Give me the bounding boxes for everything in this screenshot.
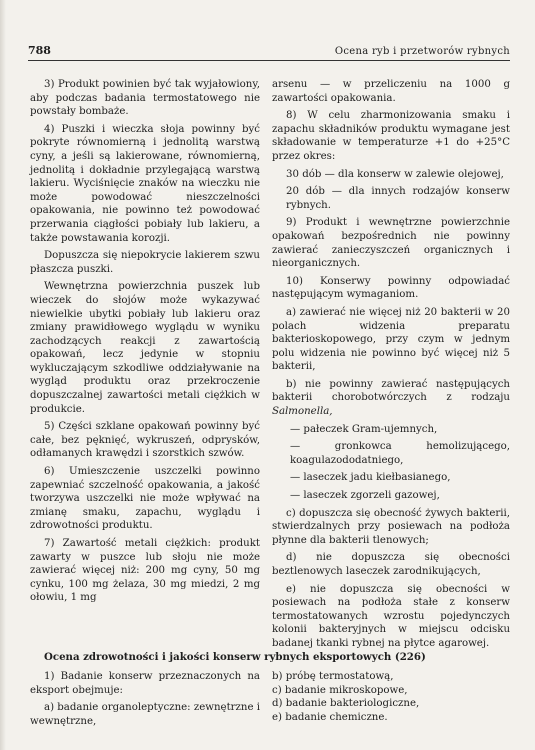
paragraph: a) badanie organoleptyczne: zewnętrzne i wewnętrzne, bbox=[30, 702, 260, 727]
section-heading: Ocena zdrowotności i jakości konserw rybnych eksportowych (226) bbox=[44, 651, 426, 663]
paragraph: 7) Zawartość metali ciężkich: produkt zawarty w puszce lub słoju nie może zawierać więcej niż: 200 mg cyny, 50 mg cynku, 100 mg żelaza, 30 mg miedzi, 2 mg ołowiu, 1 mg bbox=[30, 538, 260, 604]
paragraph: 9) Produkt i wewnętrzne powierzchnie opakowań bezpośrednich nie powinny zawierać zanieczyszczeń organicznych i nieorganicznych. bbox=[272, 217, 510, 270]
list-item: e) badanie chemiczne. bbox=[272, 711, 388, 723]
list-item: d) badanie bakteriologiczne, bbox=[272, 698, 420, 710]
paragraph: 30 dób — dla konserw w zalewie olejowej, bbox=[286, 168, 504, 180]
paragraph: 3) Produkt powinien być tak wyjałowiony, aby podczas badania termostatowego nie powstały bombaże. bbox=[30, 79, 260, 118]
list-item: — laseczek zgorzeli gazowej, bbox=[290, 490, 440, 502]
list-item: — pałeczek Gram-ujemnych, bbox=[290, 423, 438, 435]
paragraph: 4) Puszki i wieczka słoja powinny być pokryte równomierną i jednolitą warstwą cyny, a jeśli są lakierowane, równomierną, jednolitą i dokładnie przylegającą warstwą lakieru. Wyciśnięcie znaków na wieczku nie może powodować nieszczelności opakowania, nie powinno też powodować przerwania ciągłości pobiały lub lakieru, a także powstawania korozji. bbox=[30, 123, 260, 244]
running-title: Ocena ryb i przetworów rybnych bbox=[334, 46, 510, 57]
genus-name: Salmonella, bbox=[272, 406, 333, 418]
left-column bbox=[30, 78, 260, 609]
paragraph bbox=[272, 378, 510, 419]
paragraph: a) zawierać nie więcej niż 20 bakterii w 20 polach widzenia preparatu bakterioskopowego, przy czym w jednym polu widzenia nie powinno być więcej niż 5 bakterii, bbox=[272, 306, 510, 373]
paragraph-text: b) nie powinny zawierać następujących bakterii chorobotwórczych z rodzaju bbox=[272, 378, 510, 404]
page-number: 788 bbox=[28, 44, 51, 57]
list-item: c) badanie mikroskopowe, bbox=[272, 684, 408, 696]
paragraph: 10) Konserwy powinny odpowiadać następującym wymaganiom. bbox=[272, 275, 510, 301]
list-item: b) próbę termostatową, bbox=[272, 671, 394, 682]
paragraph: e) nie dopuszcza się obecności w posiewach na podłoża stałe z konserw termostatowanych wzrostu pojedynczych kolonii bakteryjnych w miejscu odcisku badanej tkanki rybnej na płytce agarowej. bbox=[272, 583, 510, 649]
paragraph: 5) Części szklane opakowań powinny być całe, bez pęknięć, wykruszeń, odprysków, odłamanych krawędzi i szorstkich szwów. bbox=[30, 421, 260, 460]
paragraph: 1) Badanie konserw przeznaczonych na eksport obejmuje: bbox=[30, 671, 260, 696]
paragraph: d) nie dopuszcza się obecności beztlenowych laseczek zarodnikujących, bbox=[272, 552, 510, 577]
paragraph: Wewnętrzna powierzchnia puszek lub wieczek do słojów może wykazywać niewielkie ubytki pobiały lub lakieru oraz zmiany prawidłowego wyglądu w wyniku zachodzących reakcji z zawartością opakowań, lecz jedynie w stopniu wykluczającym szkodliwe oddziaływanie na wygląd produktu oraz przekroczenie dopuszczalnej zawartości metali ciężkich w produkcie. bbox=[30, 281, 260, 415]
paragraph: Dopuszcza się niepokrycie lakierem szwu płaszcza puszki. bbox=[30, 250, 260, 275]
section-right-column bbox=[272, 670, 510, 724]
page-edge-shadow bbox=[0, 0, 6, 750]
paragraph: arsenu — w przeliczeniu na 1000 g zawartości opakowania. bbox=[272, 79, 510, 104]
list-item: — laseczek jadu kiełbasianego, bbox=[290, 472, 451, 484]
paragraph: 20 dób — dla innych rodzajów konserw rybnych. bbox=[286, 186, 510, 211]
list-item: — gronkowca hemolizującego, koagulazododatniego, bbox=[290, 441, 510, 466]
section-left-column bbox=[30, 670, 260, 732]
page-header bbox=[28, 44, 510, 61]
right-column bbox=[272, 78, 510, 655]
paragraph: 6) Umieszczenie uszczelki powinno zapewniać szczelność opakowania, a jakość tworzywa uszczelki nie może wpływać na zmianę smaku, zapachu, wyglądu i zdrowotności produktu. bbox=[30, 466, 260, 532]
paragraph: 8) W celu zharmonizowania smaku i zapachu składników produktu wymagane jest składowanie w temperaturze +1 do +25°C przez okres: bbox=[272, 110, 510, 162]
paragraph: c) dopuszcza się obecność żywych bakterii, stwierdzalnych przy posiewach na podłoża płynne dla bakterii tlenowych; bbox=[272, 507, 510, 546]
